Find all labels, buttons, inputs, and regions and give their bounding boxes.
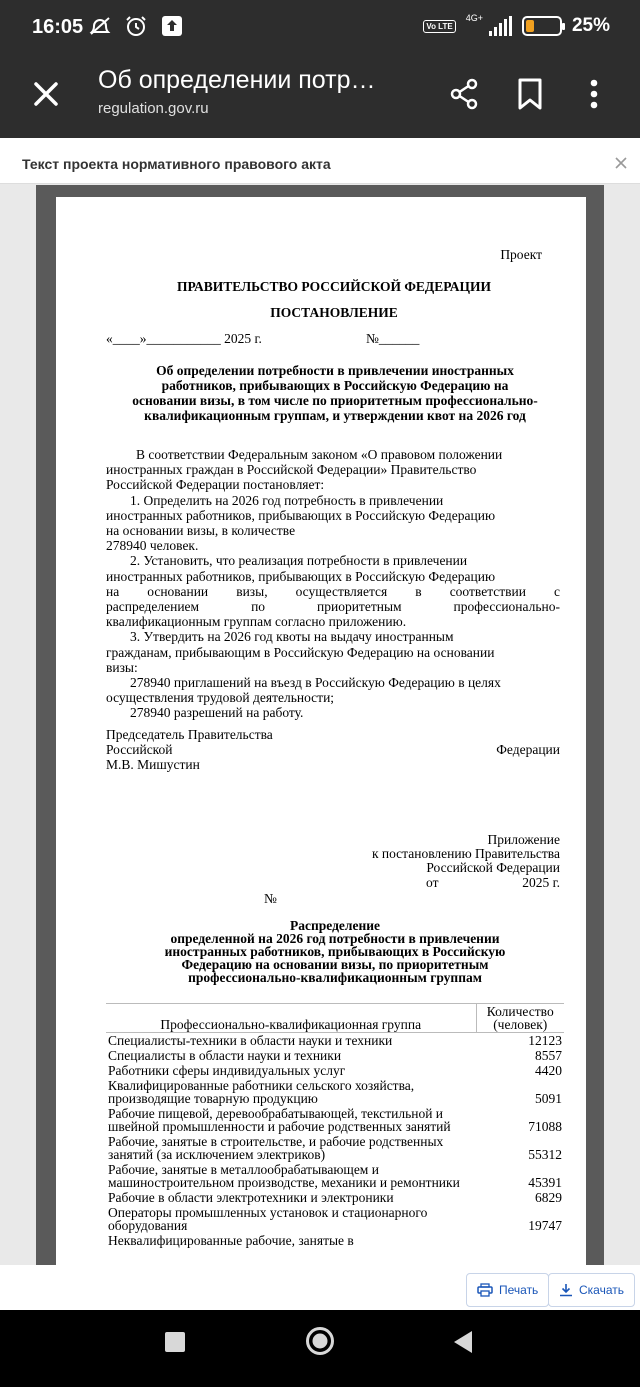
- action-bar: [0, 1265, 640, 1310]
- signature-title: Председатель Правительства: [106, 727, 273, 742]
- more-options-button[interactable]: [574, 74, 614, 114]
- body-line: 1. Определить на 2026 год потребность в привлечении: [130, 492, 444, 508]
- group-cell: Неквалифицированные рабочие, занятые в: [108, 1233, 354, 1248]
- appendix-block: [372, 833, 560, 875]
- col-count-label: Количество: [486, 1004, 554, 1019]
- body-line: распределением по приоритетным профессионально-: [106, 599, 560, 615]
- status-time: 16:05: [32, 16, 84, 38]
- group-cell: Специалисты-техники в области науки и техники: [108, 1033, 393, 1048]
- body-line: 278940 приглашений на въезд в Российскую Федерацию в целях: [130, 675, 501, 691]
- body-line: 2. Установить, что реализация потребности в привлечении: [130, 553, 468, 569]
- close-icon: [614, 156, 628, 170]
- heading: [96, 363, 574, 423]
- table-row: [106, 1033, 564, 1049]
- count-cell: [476, 1233, 564, 1248]
- alarm-icon: [124, 14, 148, 38]
- body-line: иностранных работников, прибывающих в Российскую Федерацию: [106, 507, 496, 523]
- number-line: №______: [366, 331, 420, 346]
- home-button[interactable]: [305, 1326, 335, 1361]
- count-cell: 55312: [528, 1147, 562, 1162]
- heading-line: квалификационным группам, и утверждении квот на 2026 год: [144, 408, 526, 423]
- group-cell: Рабочие в области электротехники и электроники: [108, 1190, 394, 1205]
- status-right: [423, 15, 610, 37]
- app-bar: [0, 56, 640, 138]
- doc-type: ПОСТАНОВЛЕНИЕ: [270, 305, 398, 320]
- appendix-line: Российской Федерации: [426, 860, 560, 875]
- appendix-number: №: [264, 891, 277, 906]
- mute-icon: [88, 14, 112, 38]
- table-row: [106, 1190, 564, 1205]
- appendix-date-year: 2025 г.: [522, 875, 560, 890]
- col-group-header: Профессионально-квалификационная группа: [106, 1004, 476, 1033]
- signal-icon: [489, 16, 512, 36]
- distribution-line: Федерацию на основании визы, по приоритетным: [181, 957, 489, 972]
- battery-icon: [522, 16, 562, 36]
- table-row: [106, 1233, 564, 1248]
- group-cell: Рабочие, занятые в строительстве, и рабочие родственных занятий (за исключением электриков): [108, 1134, 444, 1162]
- panel-close-button[interactable]: [614, 156, 628, 170]
- upload-icon: [160, 14, 184, 38]
- page-url: regulation.gov.ru: [98, 100, 209, 117]
- battery-level: [526, 20, 534, 32]
- body-line: осуществления трудовой деятельности;: [106, 690, 335, 706]
- distribution-line: профессионально-квалификационным группам: [188, 970, 482, 985]
- body-line: иностранных граждан в Российской Федерации» Правительство: [106, 462, 477, 478]
- home-icon: [305, 1326, 335, 1356]
- distribution-line: Распределение: [289, 918, 381, 933]
- count-cell: 4420: [535, 1063, 562, 1078]
- page-title: Об определении потр…: [98, 66, 376, 94]
- download-icon: [559, 1283, 573, 1297]
- count-cell: 71088: [528, 1119, 562, 1134]
- count-cell: 45391: [528, 1175, 562, 1190]
- share-button[interactable]: [444, 74, 484, 114]
- volte-badge: Vo LTE: [423, 20, 455, 33]
- draft-label: Проект: [500, 247, 542, 262]
- distribution-line: иностранных работников, прибывающих в Российскую: [164, 944, 506, 959]
- panel-header: [0, 138, 640, 184]
- close-tab-button[interactable]: [28, 76, 64, 112]
- count-cell: 6829: [535, 1190, 562, 1205]
- group-cell: Операторы промышленных установок и стационарного оборудования: [108, 1205, 428, 1233]
- share-icon: [447, 77, 481, 111]
- body-line: квалификационным группам согласно приложению.: [106, 614, 407, 630]
- square-icon: [164, 1331, 186, 1353]
- navigation-bar: [0, 1310, 640, 1387]
- battery-percent: 25%: [571, 15, 610, 36]
- table-row: [106, 1063, 564, 1078]
- table-header-row: [106, 1004, 564, 1033]
- table-row: [106, 1078, 564, 1106]
- body-line: на основании визы, осуществляется в соответствии с: [106, 583, 560, 599]
- download-label: Скачать: [579, 1283, 624, 1297]
- heading-line: основании визы, в том числе по приоритетным профессионально-: [132, 393, 538, 408]
- table-row: [106, 1048, 564, 1063]
- document-viewer[interactable]: [36, 185, 604, 1265]
- body-line: визы:: [106, 659, 138, 675]
- signature-country: Российской: [106, 742, 173, 757]
- group-cell: Специалисты в области науки и техники: [108, 1048, 342, 1063]
- body-line: В соответствии Федеральным законом «О правовом положении: [136, 447, 503, 462]
- body-line: иностранных работников, прибывающих в Российскую Федерацию: [106, 568, 496, 584]
- table-row: [106, 1162, 564, 1190]
- col-count-header: [476, 1004, 564, 1033]
- body-line: Российской Федерации постановляет:: [106, 477, 325, 493]
- print-button[interactable]: [466, 1273, 549, 1307]
- gov-title: ПРАВИТЕЛЬСТВО РОССИЙСКОЙ ФЕДЕРАЦИИ: [177, 279, 491, 294]
- panel-title: Текст проекта нормативного правового акта: [22, 156, 331, 172]
- group-cell: Квалифицированные работники сельского хозяйства, производящие товарную продукцию: [108, 1078, 415, 1106]
- document-page: [56, 197, 586, 1265]
- appendix-line: Приложение: [487, 832, 560, 847]
- count-cell: 5091: [535, 1091, 562, 1106]
- back-button[interactable]: [452, 1329, 474, 1360]
- distribution-table: [106, 1003, 564, 1248]
- document-panel: [0, 138, 640, 1310]
- body-line: на основании визы, в количестве: [106, 523, 296, 539]
- close-icon: [28, 76, 64, 112]
- table-row: [106, 1134, 564, 1162]
- signature-country-end: Федерации: [496, 742, 560, 757]
- print-label: Печать: [499, 1283, 539, 1297]
- status-icons: [88, 14, 184, 38]
- body-line: 3. Утвердить на 2026 год квоты на выдачу иностранным: [130, 629, 454, 645]
- body-line: 278940 человек.: [106, 538, 199, 554]
- status-bar: [0, 0, 640, 56]
- group-cell: Рабочие пищевой, деревообрабатывающей, текстильной и швейной промышленности и рабочие родственных занятий: [108, 1106, 451, 1134]
- appendix-date-from: от: [426, 875, 439, 890]
- body-line: 278940 разрешений на работу.: [130, 705, 304, 721]
- bookmark-button[interactable]: [510, 74, 550, 114]
- distribution-line: определенной на 2026 год потребности в привлечении: [170, 931, 500, 946]
- heading-line: работников, прибывающих в Российскую Федерацию на: [161, 378, 509, 393]
- count-cell: 8557: [535, 1048, 562, 1063]
- heading-line: Об определении потребности в привлечении иностранных: [156, 363, 514, 378]
- body-line: гражданам, прибывающим в Российскую Федерацию на основании: [106, 644, 495, 660]
- more-vertical-icon: [589, 77, 599, 111]
- group-cell: Рабочие, занятые в металлообрабатывающем и машиностроительном производстве, механики и ремонтники: [108, 1162, 460, 1190]
- printer-icon: [477, 1283, 493, 1297]
- group-cell: Работники сферы индивидуальных услуг: [108, 1063, 346, 1078]
- count-cell: 12123: [528, 1033, 562, 1048]
- appendix-line: к постановлению Правительства: [371, 846, 560, 861]
- table-row: [106, 1205, 564, 1233]
- count-cell: 19747: [528, 1218, 562, 1233]
- network-type: 4G+: [465, 13, 483, 23]
- recent-apps-button[interactable]: [164, 1331, 186, 1358]
- body-text: [106, 447, 560, 721]
- bookmark-icon: [516, 77, 544, 111]
- date-line: «____»___________ 2025 г.: [106, 331, 262, 346]
- col-count-unit: (человек): [493, 1017, 548, 1032]
- table-row: [106, 1106, 564, 1134]
- back-icon: [452, 1329, 474, 1355]
- download-button[interactable]: [548, 1273, 635, 1307]
- signature-name: М.В. Мишустин: [106, 757, 200, 772]
- distribution-heading: [96, 919, 574, 984]
